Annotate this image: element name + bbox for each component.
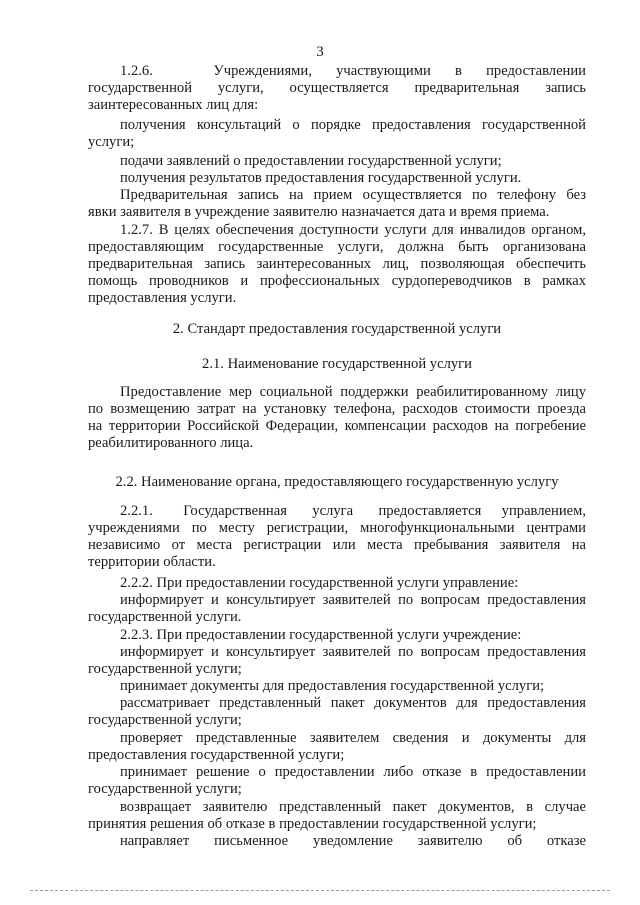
text-line: государственной услуги. bbox=[88, 609, 242, 625]
heading-text: 2. Стандарт предоставления государственной услуги bbox=[172, 321, 502, 337]
text-line: информирует и консультирует заявителей по вопросам предоставления bbox=[120, 592, 586, 608]
heading-text: 2.1. Наименование государственной услуги bbox=[202, 356, 472, 372]
section-2-1-body bbox=[88, 384, 586, 452]
text-line: возвращает заявителю представленный пакет документов, в случае bbox=[120, 799, 586, 815]
text-line: территории области. bbox=[88, 554, 216, 570]
text-line: принимает документы для предоставления государственной услуги; bbox=[120, 678, 545, 694]
text-line: предварительная запись заинтересованных лиц, позволяющая обеспечить bbox=[88, 256, 586, 272]
paragraph-consultations bbox=[88, 117, 586, 151]
text-line: государственной услуги; bbox=[88, 661, 242, 677]
text-line: 2.2.3. При предоставлении государственной услуги учреждение: bbox=[120, 627, 522, 643]
section-2-2-heading bbox=[88, 474, 586, 491]
text-line: Предоставление мер социальной поддержки реабилитированному лицу bbox=[120, 384, 586, 400]
page-number: 3 bbox=[316, 44, 324, 60]
paragraph-1-2-7 bbox=[88, 222, 586, 307]
text-line: помощь проводников и профессиональных сурдопереводчиков в рамках bbox=[88, 273, 586, 289]
text-line: предоставления услуги. bbox=[88, 290, 237, 306]
paragraph-management-informs bbox=[88, 592, 586, 626]
text-line: реабилитированного лица. bbox=[88, 435, 254, 451]
paragraph-applications bbox=[88, 153, 586, 170]
text-line: рассматривает представленный пакет документов для предоставления bbox=[120, 695, 586, 711]
paragraph-2-2-2 bbox=[88, 575, 586, 592]
text-line: предоставления государственной услуги; bbox=[88, 747, 345, 763]
text-line: по возмещению затрат на установку телефона, расходов стоимости проезда bbox=[88, 401, 586, 417]
section-2-heading bbox=[88, 321, 586, 338]
paragraph-sends-notice bbox=[88, 833, 586, 850]
paragraph-results bbox=[88, 170, 586, 187]
text-line: получения результатов предоставления государственной услуги. bbox=[120, 170, 522, 186]
paragraph-2-2-1 bbox=[88, 503, 586, 571]
paragraph-returns-package bbox=[88, 799, 586, 833]
text-line: Предварительная запись на прием осуществляется по телефону без bbox=[120, 187, 586, 203]
text-line: проверяет представленные заявителем сведения и документы для bbox=[120, 730, 586, 746]
text-line: подачи заявлений о предоставлении государственной услуги; bbox=[120, 153, 502, 169]
text-line: государственной услуги; bbox=[88, 712, 242, 728]
text-line: независимо от места регистрации или места пребывания заявителя на bbox=[88, 537, 586, 553]
text-line: явки заявителя в учреждение заявителю назначается дата и время приема. bbox=[88, 204, 550, 220]
text-line: 2.2.2. При предоставлении государственной услуги управление: bbox=[120, 575, 519, 591]
paragraph-2-2-3 bbox=[88, 627, 586, 644]
text-line: 1.2.7. В целях обеспечения доступности услуги для инвалидов органом, bbox=[120, 222, 586, 238]
paragraph-preliminary-record bbox=[88, 187, 586, 221]
text-line: получения консультаций о порядке предоставления государственной bbox=[120, 117, 586, 133]
section-2-1-heading bbox=[88, 356, 586, 373]
text-line: на территории Российской Федерации, компенсации расходов на погребение bbox=[88, 418, 586, 434]
text-line: государственной услуги, осуществляется предварительная запись bbox=[88, 80, 586, 96]
text-line: принимает решение о предоставлении либо отказе в предоставлении bbox=[120, 764, 586, 780]
text-line: принятия решения об отказе в предоставлении государственной услуги; bbox=[88, 816, 537, 832]
paragraph-1-2-6 bbox=[88, 63, 586, 114]
text-line: предоставляющим государственные услуги, должна быть организована bbox=[88, 239, 586, 255]
text-line: государственной услуги; bbox=[88, 781, 242, 797]
paragraph-makes-decision bbox=[88, 764, 586, 798]
paragraph-institution-informs bbox=[88, 644, 586, 678]
text-line: учреждениями по месту регистрации, многофункциональными центрами bbox=[88, 520, 586, 536]
text-line: услуги; bbox=[88, 134, 135, 150]
text-line: информирует и консультирует заявителей по вопросам предоставления bbox=[120, 644, 586, 660]
paragraph-reviews-package bbox=[88, 695, 586, 729]
paragraph-accepts-documents bbox=[88, 678, 586, 695]
footer-divider bbox=[30, 890, 610, 891]
text-line: 1.2.6. Учреждениями, участвующими в предоставлении bbox=[120, 63, 586, 79]
paragraph-verifies-information bbox=[88, 730, 586, 764]
text-line: заинтересованных лиц для: bbox=[88, 97, 259, 113]
text-line: направляет письменное уведомление заявителю об отказе bbox=[120, 833, 586, 849]
text-line: 2.2.1. Государственная услуга предоставляется управлением, bbox=[120, 503, 586, 519]
heading-text: 2.2. Наименование органа, предоставляющего государственную услугу bbox=[115, 474, 559, 490]
